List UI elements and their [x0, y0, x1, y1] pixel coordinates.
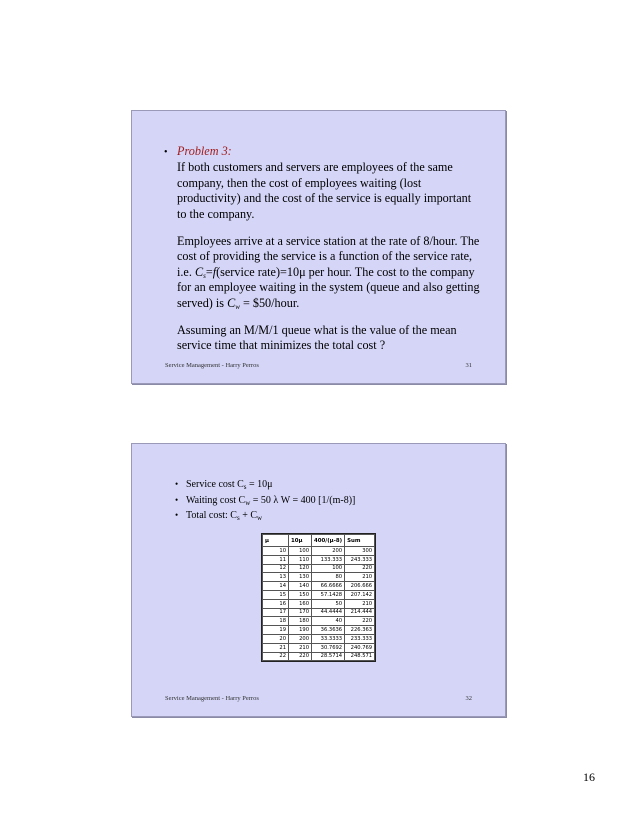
cell-service-cost: 130 [289, 573, 312, 582]
cell-sum: 243.333 [345, 555, 375, 564]
slide-31 [131, 110, 506, 384]
cell-service-cost: 200 [289, 634, 312, 643]
cell-sum: 248.571 [345, 652, 375, 661]
table-row [263, 547, 375, 556]
cell-waiting-cost: 66.6666 [312, 582, 345, 591]
table-row [263, 626, 375, 635]
cell-waiting-cost: 50 [312, 599, 345, 608]
cell-waiting-cost: 133.333 [312, 555, 345, 564]
footer-author: Service Management - Harry Perros [165, 362, 259, 369]
slide-32 [131, 443, 506, 717]
cell-mu: 17 [263, 608, 289, 617]
para2-text-c: (service rate)=10μ per hour. The cost to the company for an employee waiting in the system (queue and also getting served) is [177, 264, 480, 310]
cell-sum: 300 [345, 547, 375, 556]
cs-symbol [195, 265, 206, 279]
cell-service-cost: 150 [289, 590, 312, 599]
problem-paragraph-2 [177, 234, 482, 311]
cell-service-cost: 170 [289, 608, 312, 617]
slide-number: 31 [465, 362, 472, 369]
para2-text-d: = $50/hour. [239, 295, 300, 310]
cell-sum: 220 [345, 564, 375, 573]
table-row [263, 573, 375, 582]
cell-service-cost: 140 [289, 582, 312, 591]
cell-service-cost: 220 [289, 652, 312, 661]
cell-mu: 20 [263, 634, 289, 643]
cell-service-cost: 160 [289, 599, 312, 608]
waiting-cost-subscript: w [245, 498, 251, 507]
cw-letter: C [227, 295, 236, 310]
cell-mu: 11 [263, 555, 289, 564]
cell-service-cost: 110 [289, 555, 312, 564]
para2-text-a: Employees arrive at a service station at the rate of 8/hour. The cost of providing the service is a function of the service rate, i.e. [177, 234, 480, 279]
cost-table [262, 534, 375, 661]
cell-waiting-cost: 33.3333 [312, 634, 345, 643]
cell-mu: 12 [263, 564, 289, 573]
cell-sum: 206.666 [345, 582, 375, 591]
bullet-icon: • [175, 479, 179, 489]
problem-heading [164, 144, 482, 160]
cell-service-cost: 210 [289, 643, 312, 652]
header-waiting-cost: 400/(μ-8) [312, 535, 345, 547]
slide-number: 32 [465, 695, 472, 702]
cell-waiting-cost: 200 [312, 547, 345, 556]
total-cost-plus: + C [239, 510, 258, 521]
bullet-icon: • [175, 510, 179, 520]
table-row [263, 643, 375, 652]
table-row [263, 617, 375, 626]
bullet-icon: • [175, 494, 179, 505]
cell-mu: 14 [263, 582, 289, 591]
cell-sum: 220 [345, 617, 375, 626]
service-cost-item [175, 477, 355, 493]
problem-title: Problem 3: [177, 144, 232, 158]
para2-text-b: = [205, 264, 213, 279]
bullet-icon: • [164, 147, 168, 158]
cell-sum: 210 [345, 573, 375, 582]
cw-symbol [227, 296, 240, 310]
cell-mu: 16 [263, 599, 289, 608]
table-row [263, 634, 375, 643]
service-cost-formula: = 10μ [246, 479, 273, 490]
cell-waiting-cost: 44.4444 [312, 608, 345, 617]
waiting-cost-item [175, 493, 355, 509]
service-cost-label: Service cost C [186, 479, 244, 490]
cell-mu: 19 [263, 626, 289, 635]
table-row [263, 652, 375, 661]
cell-mu: 10 [263, 547, 289, 556]
cell-waiting-cost: 100 [312, 564, 345, 573]
cell-service-cost: 180 [289, 617, 312, 626]
table-row [263, 564, 375, 573]
table-row [263, 599, 375, 608]
cell-waiting-cost: 80 [312, 573, 345, 582]
total-cost-subscript-s: s [236, 514, 240, 522]
cell-service-cost: 100 [289, 547, 312, 556]
problem-paragraph-1: If both customers and servers are employees of the same company, then the cost of employees waiting (lost productivity) and the cost of the service is equally important to the company. [177, 160, 472, 221]
cell-sum: 210 [345, 599, 375, 608]
cell-sum: 214.444 [345, 608, 375, 617]
table-row [263, 582, 375, 591]
cost-bullet-list [175, 477, 355, 524]
table-row [263, 608, 375, 617]
header-mu: μ [263, 535, 289, 547]
table-row [263, 555, 375, 564]
header-service-cost: 10μ [289, 535, 312, 547]
cell-sum: 233.333 [345, 634, 375, 643]
cell-mu: 22 [263, 652, 289, 661]
cell-waiting-cost: 40 [312, 617, 345, 626]
footer-author: Service Management - Harry Perros [165, 695, 259, 702]
problem-paragraph-3: Assuming an M/M/1 queue what is the value of the mean service time that minimizes the total cost ? [177, 323, 457, 353]
f-symbol: f [212, 264, 217, 279]
cs-subscript: s [203, 271, 206, 280]
cell-waiting-cost: 28.5714 [312, 652, 345, 661]
table-header-row [263, 535, 375, 547]
slide-31-body [164, 144, 482, 354]
cw-subscript: w [235, 302, 240, 311]
cost-table-container [261, 533, 376, 662]
total-cost-text [186, 509, 262, 524]
service-cost-text [186, 478, 273, 493]
table-body [263, 547, 375, 661]
total-cost-subscript-w: w [257, 514, 263, 522]
total-cost-label: Total cost: C [186, 510, 237, 521]
total-cost-item [175, 508, 355, 524]
cell-mu: 13 [263, 573, 289, 582]
slide-31-footer [165, 362, 472, 369]
cell-mu: 21 [263, 643, 289, 652]
cell-waiting-cost: 36.3636 [312, 626, 345, 635]
cell-sum: 226.363 [345, 626, 375, 635]
cell-waiting-cost: 30.7692 [312, 643, 345, 652]
cell-service-cost: 190 [289, 626, 312, 635]
page-number: 16 [583, 770, 595, 784]
waiting-cost-label: Waiting cost C [186, 494, 246, 506]
waiting-cost-text [186, 494, 355, 509]
slide-32-footer [165, 695, 472, 702]
header-sum: Sum [345, 535, 375, 547]
waiting-cost-formula: = 50 λ W = 400 [1/(m-8)] [250, 494, 356, 506]
cell-mu: 18 [263, 617, 289, 626]
service-cost-subscript: s [243, 483, 247, 491]
table-row [263, 590, 375, 599]
cell-sum: 207.142 [345, 590, 375, 599]
cell-sum: 240.769 [345, 643, 375, 652]
cell-mu: 15 [263, 590, 289, 599]
cell-waiting-cost: 57.1428 [312, 590, 345, 599]
cs-letter: C [194, 264, 204, 279]
cell-service-cost: 120 [289, 564, 312, 573]
